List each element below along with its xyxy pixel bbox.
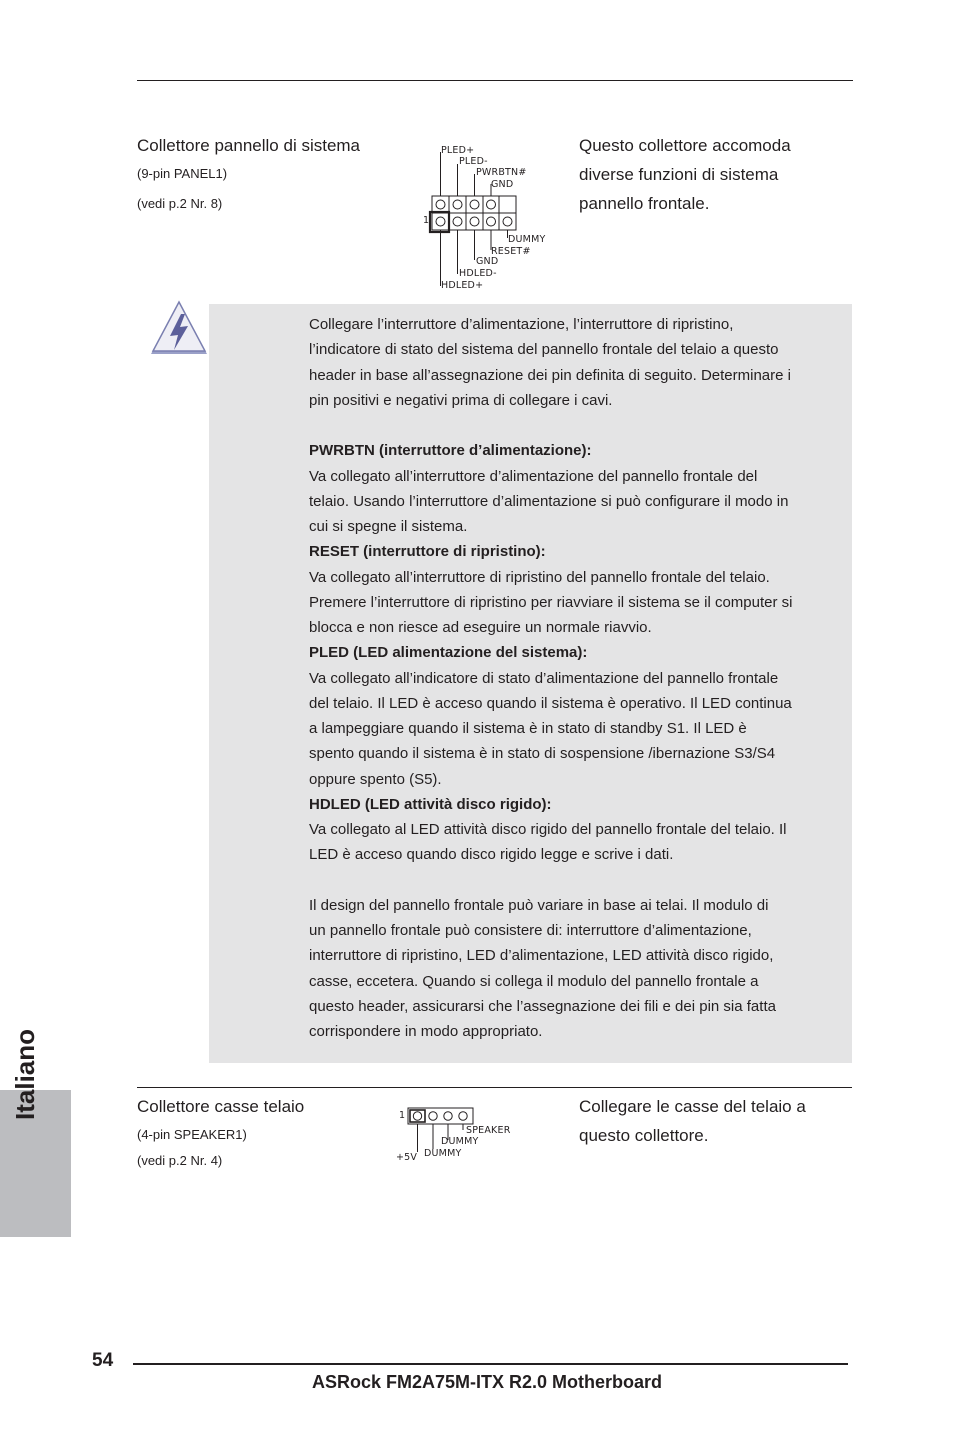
panel-label-gnd-bottom: GND xyxy=(476,256,499,267)
closing-line: casse, eccetera. Quando si collega il modulo del pannello frontale a xyxy=(309,972,759,990)
panel-desc-line: pannello frontale. xyxy=(579,194,710,213)
pwrbtn-line: cui si spegne il sistema. xyxy=(309,518,468,535)
panel-desc-line: Questo collettore accomoda xyxy=(579,136,791,155)
pwrbtn-line: Va collegato all’interruttore d’alimentazione del pannello frontale del xyxy=(309,467,758,485)
panel-label-hdled-minus: HDLED- xyxy=(459,268,497,279)
reset-title: RESET (interruttore di ripristino): xyxy=(309,543,546,561)
hdled-title: HDLED (LED attività disco rigido): xyxy=(309,795,552,813)
panel-label-reset: RESET# xyxy=(491,246,531,257)
panel-header-pins: (9-pin PANEL1) xyxy=(137,166,228,181)
closing-line: questo header, assicurarsi che l’assegnazione dei fili e dei pin sia fatta xyxy=(309,997,776,1015)
closing-line: corrispondere in modo appropriato. xyxy=(309,1023,543,1040)
panel-label-hdled-plus: HDLED+ xyxy=(441,280,484,291)
section-rule xyxy=(137,1087,852,1088)
speaker-header-description xyxy=(579,1092,806,1150)
reset-line: blocca e non riesce ad eseguire un normale riavvio. xyxy=(309,619,652,636)
speaker-header-ref: (vedi p.2 Nr. 4) xyxy=(137,1153,223,1168)
pwrbtn-title: PWRBTN (interruttore d’alimentazione): xyxy=(309,442,592,460)
closing-line: un pannello frontale può consistere di: interruttore d’alimentazione, xyxy=(309,922,752,939)
top-rule xyxy=(137,80,853,81)
speaker-desc-line: Collegare le casse del telaio a xyxy=(579,1097,806,1116)
panel-label-pled-minus: PLED- xyxy=(459,156,488,167)
hdled-line: Va collegato al LED attività disco rigido del pannello frontale del telaio. Il xyxy=(309,821,787,838)
footer-title: ASRock FM2A75M-ITX R2.0 Motherboard xyxy=(312,1372,663,1392)
pled-line: del telaio. Il LED è acceso quando il sistema è operativo. Il LED continua xyxy=(309,694,792,712)
note-intro-line: Collegare l’interruttore d’alimentazione, l’interruttore di ripristino, xyxy=(309,316,734,333)
reset-line: Premere l’interruttore di ripristino per riavviare il sistema se il computer si xyxy=(309,593,793,611)
panel-label-pled-plus: PLED+ xyxy=(441,145,475,156)
speaker-desc-line: questo collettore. xyxy=(579,1126,709,1145)
panel-header-ref: (vedi p.2 Nr. 8) xyxy=(137,196,223,211)
speaker-header-title: Collettore casse telaio xyxy=(137,1097,305,1116)
side-language-tab xyxy=(0,1028,71,1237)
panel-desc-line: diverse funzioni di sistema xyxy=(579,165,779,184)
closing-line: Il design del pannello frontale può variare in base ai telai. Il modulo di xyxy=(309,896,769,914)
speaker-label-speaker: SPEAKER xyxy=(466,1125,511,1136)
speaker-label-pin1: 1 xyxy=(399,1110,406,1121)
note-intro-line: l’indicatore di stato del sistema del pannello frontale del telaio a questo xyxy=(309,341,779,359)
panel-label-gnd-top: GND xyxy=(491,179,514,190)
panel-label-pwrbtn: PWRBTN# xyxy=(476,167,527,178)
note-intro-line: header in base all’assegnazione dei pin definita di seguito. Determinare i xyxy=(309,366,791,384)
hdled-line: LED è acceso quando disco rigido legge e scrive i dati. xyxy=(309,846,674,864)
pled-line: a lampeggiare quando il sistema è in stato di standby S1. Il LED è xyxy=(309,720,747,737)
speaker-label-dummy: DUMMY xyxy=(424,1148,462,1159)
panel-header-description xyxy=(579,131,791,218)
panel-label-dummy: DUMMY xyxy=(508,234,546,245)
speaker-header-pins: (4-pin SPEAKER1) xyxy=(137,1127,247,1142)
pled-line: Va collegato all’indicatore di stato d’alimentazione del pannello frontale xyxy=(309,669,779,687)
pled-title: PLED (LED alimentazione del sistema): xyxy=(309,644,588,662)
speaker-label-plus5v: +5V xyxy=(396,1152,418,1163)
reset-line: Va collegato all’interruttore di ripristino del pannello frontale del telaio. xyxy=(309,568,770,586)
panel-label-pin1: 1 xyxy=(423,215,430,226)
page-number: 54 xyxy=(92,1350,114,1371)
pwrbtn-line: telaio. Usando l’interruttore d’alimentazione si può configurare il modo in xyxy=(309,492,789,510)
side-tab-label: Italiano xyxy=(10,1028,41,1120)
note-intro-line: pin positivi e negativi prima di collegare i cavi. xyxy=(309,391,613,409)
closing-line: interruttore di ripristino, LED d’alimentazione, LED attività disco rigido, xyxy=(309,947,774,965)
pled-line: spento quando il sistema è in stato di sospensione /ibernazione S3/S4 xyxy=(309,745,776,763)
warning-icon xyxy=(148,298,210,360)
panel-header-title: Collettore pannello di sistema xyxy=(137,136,361,155)
pled-line: oppure spento (S5). xyxy=(309,770,442,788)
note-text xyxy=(309,312,854,1044)
footer-rule xyxy=(133,1363,848,1365)
speaker-label-dummy: DUMMY xyxy=(441,1136,479,1147)
